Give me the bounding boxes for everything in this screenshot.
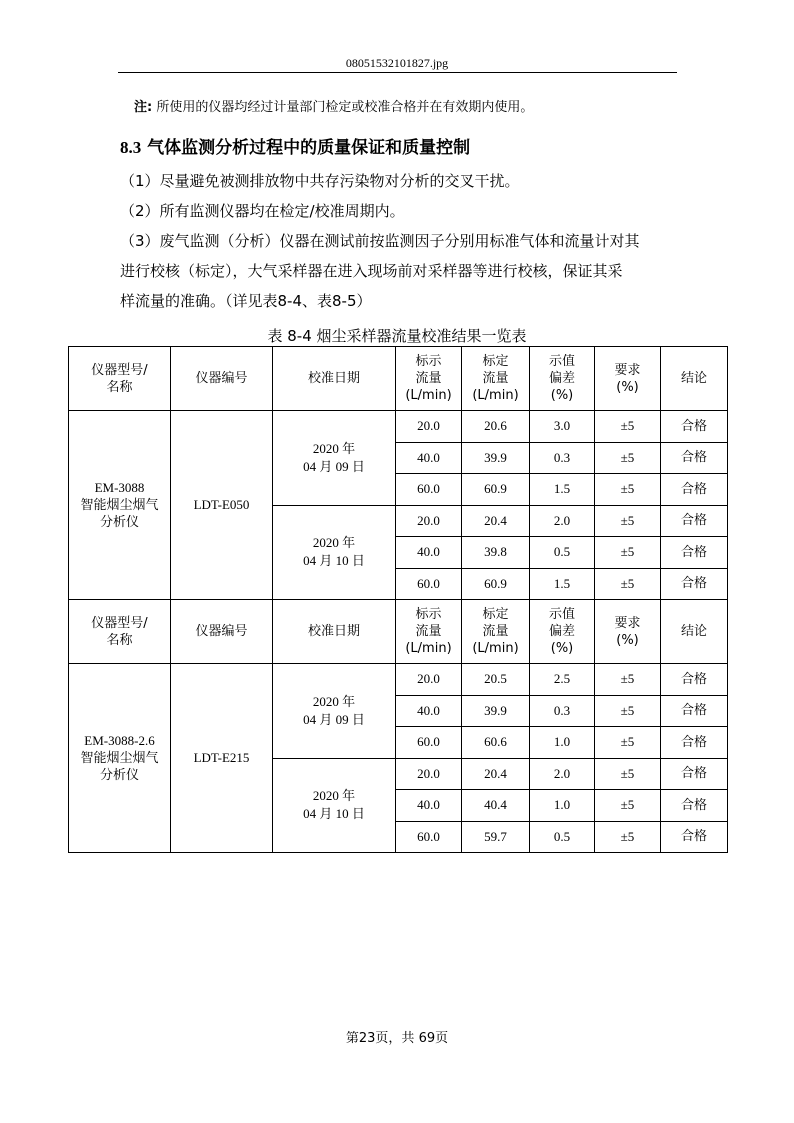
header-calibrated-flow (462, 600, 530, 664)
cell-calibrated-flow (462, 505, 530, 537)
cell-nominal-flow (396, 821, 462, 853)
header-conclusion (661, 347, 728, 411)
cell-calibrated-flow (462, 790, 530, 822)
cell-model-line: 分析仪 (99, 768, 139, 783)
cell-deviation-line: 1.0 (553, 797, 571, 813)
header-nominal-flow-line: (L/min) (405, 641, 452, 656)
paragraph-3 (120, 226, 690, 316)
cell-nominal-flow (396, 664, 462, 696)
cell-calibrated-flow-line: 20.6 (484, 418, 507, 434)
cell-requirement (595, 821, 661, 853)
cell-calibrated-flow-line: 20.4 (484, 765, 507, 781)
cell-nominal-flow (396, 505, 462, 537)
header-id-line: 仪器编号 (195, 371, 248, 386)
cell-instrument-id (171, 411, 273, 600)
cell-conclusion-line: 合格 (680, 481, 707, 497)
cell-nominal-flow (396, 790, 462, 822)
cell-nominal-flow-line: 20.0 (417, 765, 440, 781)
note-text: 所使用的仪器均经过计量部门检定或校准合格并在有效期内使用。 (156, 100, 534, 115)
cell-deviation (530, 758, 595, 790)
cell-nominal-flow-line: 60.0 (417, 828, 440, 844)
cell-deviation-line: 1.0 (553, 734, 571, 750)
cell-deviation (530, 442, 595, 474)
page-footer: 第23页，共 69页 (345, 1031, 449, 1046)
cell-nominal-flow-line: 40.0 (417, 449, 440, 465)
cell-calibrated-flow-line: 20.4 (484, 512, 507, 528)
header-requirement (595, 347, 661, 411)
cell-date-line: 04 月 09 日 (303, 711, 365, 727)
paragraph-3-line-1: （3）废气监测（分析）仪器在测试前按监测因子分别用标准气体和流量计对其 (120, 232, 640, 250)
header-id (171, 600, 273, 664)
paragraph-2: （2）所有监测仪器均在检定/校准周期内。 (120, 202, 405, 220)
cell-deviation (530, 537, 595, 569)
header-requirement-line: (%) (616, 379, 639, 395)
header-date (273, 600, 396, 664)
header-date (273, 347, 396, 411)
note (134, 96, 533, 115)
cell-model-line: 智能烟尘烟气 (80, 498, 159, 513)
header-nominal-flow-line: (L/min) (405, 388, 452, 403)
cell-nominal-flow-line: 20.0 (417, 418, 440, 434)
cell-nominal-flow-line: 60.0 (417, 575, 440, 591)
header-deviation-line: (%) (550, 388, 574, 403)
cell-deviation (530, 474, 595, 506)
section-title (120, 133, 470, 158)
cell-nominal-flow-line: 40.0 (417, 702, 440, 718)
header-rule (118, 72, 677, 73)
cell-deviation-line: 3.0 (553, 418, 571, 434)
cell-date (273, 664, 396, 759)
section-title-text: 气体监测分析过程中的质量保证和质量控制 (147, 138, 471, 158)
table-row (69, 411, 728, 443)
header-deviation-line: 偏差 (548, 371, 575, 386)
header-requirement (595, 600, 661, 664)
cell-requirement-line: ±5 (620, 765, 635, 781)
header-calibrated-flow-line: (L/min) (472, 388, 519, 403)
cell-nominal-flow-line: 20.0 (417, 671, 440, 687)
cell-instrument-id (171, 664, 273, 853)
cell-calibrated-flow (462, 664, 530, 696)
header-date-line: 校准日期 (307, 624, 360, 639)
cell-conclusion-line: 合格 (680, 450, 707, 466)
cell-deviation-line: 0.5 (553, 828, 571, 844)
cell-calibrated-flow (462, 474, 530, 506)
header-model-line: 仪器型号/ (91, 615, 148, 631)
cell-requirement (595, 695, 661, 727)
header-deviation (530, 600, 595, 664)
cell-requirement (595, 727, 661, 759)
paragraph-1: （1）尽量避免被测排放物中共存污染物对分析的交叉干扰。 (120, 172, 520, 190)
calibration-table-body (69, 347, 728, 853)
header-nominal-flow-line: 标示 (415, 354, 442, 369)
cell-calibrated-flow (462, 758, 530, 790)
cell-deviation (530, 727, 595, 759)
cell-nominal-flow-line: 60.0 (417, 734, 440, 750)
cell-deviation-line: 2.0 (553, 765, 571, 781)
header-calibrated-flow-line: 流量 (482, 371, 509, 386)
header-nominal-flow (396, 347, 462, 411)
cell-deviation-line: 0.3 (553, 702, 571, 718)
table-caption: 表 8-4 烟尘采样器流量校准结果一览表 (267, 327, 527, 345)
header-conclusion (661, 600, 728, 664)
cell-nominal-flow (396, 727, 462, 759)
cell-deviation-line: 2.0 (553, 512, 571, 528)
cell-conclusion-line: 合格 (680, 797, 707, 813)
cell-date-line: 2020 年 (312, 440, 356, 456)
section-number: 8.3 (120, 138, 142, 157)
cell-conclusion (661, 790, 728, 822)
cell-conclusion (661, 664, 728, 696)
cell-nominal-flow (396, 442, 462, 474)
cell-conclusion (661, 474, 728, 506)
cell-deviation (530, 411, 595, 443)
cell-calibrated-flow-line: 59.7 (484, 828, 507, 844)
cell-date-line: 2020 年 (312, 535, 356, 551)
header-model (69, 347, 171, 411)
cell-conclusion-line: 合格 (680, 734, 707, 750)
cell-requirement-line: ±5 (620, 797, 635, 813)
cell-deviation (530, 821, 595, 853)
cell-requirement (595, 442, 661, 474)
header-nominal-flow-line: 标示 (415, 607, 442, 622)
cell-requirement (595, 758, 661, 790)
cell-conclusion-line: 合格 (680, 829, 707, 845)
cell-conclusion-line: 合格 (680, 766, 707, 782)
paragraph-3-line-2: 进行校核（标定），大气采样器在进入现场前对采样器等进行校核，保证其采 (120, 262, 623, 280)
cell-model-line: 智能烟尘烟气 (80, 751, 159, 766)
cell-model-line: EM-3088-2.6 (84, 733, 155, 748)
cell-conclusion (661, 411, 728, 443)
cell-deviation (530, 505, 595, 537)
header-nominal-flow-line: 流量 (415, 371, 442, 386)
header-calibrated-flow-line: 标定 (482, 354, 509, 369)
cell-requirement (595, 411, 661, 443)
header-nominal-flow (396, 600, 462, 664)
cell-calibrated-flow (462, 442, 530, 474)
cell-requirement-line: ±5 (620, 702, 635, 718)
cell-conclusion-line: 合格 (680, 544, 707, 560)
header-requirement-line: 要求 (614, 362, 641, 378)
header-deviation (530, 347, 595, 411)
cell-conclusion (661, 758, 728, 790)
cell-nominal-flow (396, 568, 462, 600)
table-row (69, 664, 728, 696)
cell-conclusion-line: 合格 (680, 703, 707, 719)
table-header-row (69, 600, 728, 664)
cell-conclusion (661, 695, 728, 727)
header-deviation-line: 示值 (548, 354, 575, 369)
cell-date-line: 04 月 10 日 (303, 806, 365, 822)
header-deviation-line: 示值 (548, 607, 575, 622)
cell-date (273, 505, 396, 600)
header-nominal-flow-line: 流量 (415, 624, 442, 639)
cell-nominal-flow-line: 20.0 (417, 512, 440, 528)
cell-date-line: 04 月 09 日 (303, 458, 365, 474)
cell-deviation (530, 568, 595, 600)
cell-calibrated-flow-line: 60.9 (484, 575, 507, 591)
cell-date (273, 411, 396, 506)
header-requirement-line: (%) (616, 632, 639, 648)
cell-deviation (530, 790, 595, 822)
cell-calibrated-flow (462, 821, 530, 853)
cell-nominal-flow-line: 60.0 (417, 481, 440, 497)
cell-model (69, 664, 171, 853)
cell-nominal-flow-line: 40.0 (417, 544, 440, 560)
cell-calibrated-flow (462, 568, 530, 600)
header-requirement-line: 要求 (614, 615, 641, 631)
cell-conclusion-line: 合格 (680, 418, 707, 434)
cell-requirement-line: ±5 (620, 544, 635, 560)
cell-deviation (530, 664, 595, 696)
cell-requirement-line: ±5 (620, 418, 635, 434)
cell-deviation-line: 2.5 (553, 671, 571, 687)
header-conclusion-line: 结论 (680, 371, 707, 386)
cell-requirement (595, 537, 661, 569)
cell-conclusion (661, 537, 728, 569)
cell-nominal-flow (396, 537, 462, 569)
cell-nominal-flow (396, 411, 462, 443)
cell-conclusion-line: 合格 (680, 671, 707, 687)
cell-nominal-flow (396, 695, 462, 727)
cell-date-line: 2020 年 (312, 693, 356, 709)
cell-calibrated-flow-line: 40.4 (484, 797, 507, 813)
cell-requirement-line: ±5 (620, 734, 635, 750)
cell-conclusion-line: 合格 (680, 576, 707, 592)
header-conclusion-line: 结论 (680, 624, 707, 639)
header-deviation-line: 偏差 (548, 624, 575, 639)
cell-requirement (595, 790, 661, 822)
cell-conclusion (661, 505, 728, 537)
cell-requirement-line: ±5 (620, 671, 635, 687)
cell-conclusion-line: 合格 (680, 513, 707, 529)
header-model (69, 600, 171, 664)
cell-calibrated-flow (462, 537, 530, 569)
cell-nominal-flow (396, 474, 462, 506)
header-date-line: 校准日期 (307, 371, 360, 386)
paragraph-3-line-3: 样流量的准确。（详见表8-4、表8-5） (120, 292, 372, 310)
cell-instrument-id-line: LDT-E050 (193, 497, 250, 512)
calibration-table (68, 346, 728, 853)
cell-conclusion (661, 568, 728, 600)
cell-deviation-line: 1.5 (553, 575, 571, 591)
cell-conclusion (661, 821, 728, 853)
cell-model (69, 411, 171, 600)
cell-nominal-flow (396, 758, 462, 790)
header-calibrated-flow-line: 标定 (482, 607, 509, 622)
header-calibrated-flow-line: 流量 (482, 624, 509, 639)
cell-calibrated-flow (462, 695, 530, 727)
header-calibrated-flow (462, 347, 530, 411)
header-id (171, 347, 273, 411)
cell-requirement-line: ±5 (620, 481, 635, 497)
cell-requirement-line: ±5 (620, 828, 635, 844)
cell-date (273, 758, 396, 853)
cell-requirement (595, 664, 661, 696)
cell-requirement (595, 505, 661, 537)
cell-requirement-line: ±5 (620, 449, 635, 465)
header-model-line: 名称 (106, 632, 133, 648)
cell-conclusion (661, 727, 728, 759)
table-header-row (69, 347, 728, 411)
cell-model-line: 分析仪 (99, 515, 139, 530)
header-deviation-line: (%) (550, 641, 574, 656)
header-calibrated-flow-line: (L/min) (472, 641, 519, 656)
cell-requirement (595, 568, 661, 600)
cell-requirement (595, 474, 661, 506)
cell-calibrated-flow (462, 411, 530, 443)
header-filename: 08051532101827.jpg (345, 56, 449, 70)
cell-nominal-flow-line: 40.0 (417, 797, 440, 813)
cell-calibrated-flow-line: 60.9 (484, 481, 507, 497)
header-model-line: 仪器型号/ (91, 362, 148, 378)
cell-deviation (530, 695, 595, 727)
cell-calibrated-flow-line: 60.6 (484, 734, 507, 750)
cell-deviation-line: 1.5 (553, 481, 571, 497)
cell-deviation-line: 0.3 (553, 449, 571, 465)
cell-date-line: 04 月 10 日 (303, 553, 365, 569)
cell-calibrated-flow-line: 39.9 (484, 449, 507, 465)
cell-instrument-id-line: LDT-E215 (193, 750, 250, 765)
header-model-line: 名称 (106, 379, 133, 395)
header-id-line: 仪器编号 (195, 624, 248, 639)
cell-requirement-line: ±5 (620, 512, 635, 528)
cell-date-line: 2020 年 (312, 788, 356, 804)
cell-calibrated-flow-line: 39.8 (484, 544, 507, 560)
cell-deviation-line: 0.5 (553, 544, 571, 560)
cell-calibrated-flow-line: 39.9 (484, 702, 507, 718)
cell-model-line: EM-3088 (94, 480, 145, 495)
cell-requirement-line: ±5 (620, 575, 635, 591)
cell-calibrated-flow (462, 727, 530, 759)
note-label: 注: (134, 100, 153, 115)
cell-conclusion (661, 442, 728, 474)
cell-calibrated-flow-line: 20.5 (484, 671, 507, 687)
